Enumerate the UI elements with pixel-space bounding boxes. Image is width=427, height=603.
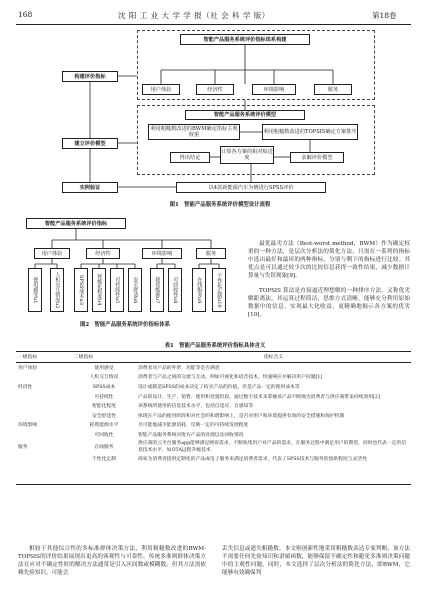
table-cell-meaning: 产品的设计、生产、销售、使用和处置阶段，通过数字技术来掌握该产品不断地为消费者与供应商带来持续效用[2]	[138, 394, 380, 400]
fig1-validation: 实例验证	[62, 182, 118, 193]
bottom-right-paragraph: 丢失信息或遗失粗糙数。本文则创新性地采用粗糙数表达专家判断，该方法不需要任何先验知识和隶属函数，能够保留不确定性和避免多准则决策问题中的主观性问题。同时，本文选择了层次分析法的简化方法，即BWM，它能够有效确保判	[222, 546, 410, 576]
table-cell-level2: 可持续性	[94, 394, 114, 400]
table-row	[16, 430, 411, 440]
fig2-group-3: 环境影响	[142, 248, 182, 259]
table-cell-meaning: 商家为消费者提供定制化的产品或电子服务来满足消费者需求，代表了SPSS技术与服务的创新程度与灵活性	[138, 456, 367, 462]
table-cell-meaning: 该系统所使用的信息技术水平，包括自适应、自感知等	[138, 404, 254, 410]
table-cell-meaning: 体现在产品的使用阶段和对社会的和谐影响上，是否对用户和环境提供有效的安全措施和保护机制	[138, 413, 345, 419]
table-row	[16, 420, 411, 430]
fig2-leaf-1: 使用感受u1	[28, 268, 42, 312]
fig2-group-4: 服务	[196, 248, 226, 259]
table-cell-level1	[16, 430, 72, 440]
journal-title: 沈 阳 工 业 大 学 学 报（社 会 科 学 版）	[118, 11, 270, 20]
table-row	[16, 391, 411, 401]
table-cell-level2: SPSS成本	[92, 385, 116, 391]
table-cell-level2: 安全舒适性	[92, 413, 116, 419]
fig1-connectors	[0, 0, 427, 210]
table-cell-level2: 耗资能源水平	[89, 423, 119, 429]
fig2-leaf-7: 耗资能源u7	[150, 268, 164, 312]
fig2-group-1: 用户体验	[34, 248, 70, 259]
table-cell-level2: 在线服务	[94, 444, 114, 450]
fig2-leaf-4: 智能化程度u4	[92, 268, 106, 312]
table-row	[16, 372, 411, 382]
page-number: 168	[18, 10, 33, 19]
fig2-leaf-3: SPSS成本u3	[74, 268, 88, 312]
indicator-table	[16, 352, 411, 463]
table-caption: 表1 智能产品服务系统评价指标具体含义	[164, 343, 266, 349]
right-paragraph-2: TOPSIS 算法是直接逼近理想解的一种排序方法，又称优劣解距离法，其运算过程简洁，思维方式清晰，能够充分利用原始数据中的信息，实现最大化收益，更精确地揭示各方案的优劣[10]。	[248, 288, 410, 318]
fig1-caption: 图1 智能产品服务系统评价模型设计流程	[169, 202, 271, 208]
table-cell-meaning: 供应商的云平台服务app能够满足顾客需求，不断收集用户对产品的需求，在服务过程中满足用户的期望，同时也代表一定的信息技术水平，如OTA远程升级技术	[138, 441, 407, 454]
fig1-indicator-2: 经济性	[196, 84, 234, 95]
fig1-indicator-1: 用户体验	[142, 84, 180, 95]
table-header-cell: 指标含义	[263, 355, 284, 361]
table-cell-meaning: 消费者与产品之间的交流与互动，例如可视化和语音技术，快速响应并解决用户问题[1]	[138, 375, 323, 381]
fig2-leaf-2: 人机交互情况u2	[50, 268, 64, 312]
fig1-topsis-box: 利用粗糙数改进的TOPSIS确定方案排序	[262, 124, 358, 140]
table-cell-meaning: 尽可能地减少能源消耗，反映一定的可持续发展程度	[138, 423, 249, 429]
fig1-conclusion-box: 得出结论	[170, 152, 210, 163]
fig1-example-box: 以4款新能源汽车为例进行SPSS评价	[176, 182, 326, 193]
fig1-indicator-3: 环境影响	[252, 84, 296, 95]
fig2-leaf-8: 可回收性u8	[168, 268, 182, 312]
table-cell-level1: 环境影响	[18, 423, 38, 429]
table-row	[16, 439, 411, 453]
table-cell-level1	[16, 401, 72, 411]
table-header-cell: 一级指标	[18, 355, 38, 361]
table-cell-level1: 经济性	[18, 385, 33, 391]
table-cell-level1: 用户体验	[18, 365, 38, 371]
fig1-build-model: 建立评价模型	[62, 138, 118, 149]
table-cell-level2: 个性化定制	[92, 456, 116, 462]
fig2-connectors	[0, 210, 240, 320]
table-cell-level1	[16, 391, 72, 401]
table-row	[16, 411, 411, 421]
fig2-group-2: 经济性	[86, 248, 120, 259]
fig2-leaf-5: 可持续性u5	[110, 268, 124, 312]
fig1-indicator-4: 服务	[314, 84, 352, 95]
table-cell-level2: 可回收性	[94, 433, 114, 439]
fig1-build-indicators: 构建评价指标	[62, 71, 118, 82]
table-cell-level1	[16, 411, 72, 421]
fig2-leaf-9: 在线服务u9	[192, 268, 206, 312]
table-row	[16, 453, 411, 463]
fig2-caption: 图2 智能产品服务系统评价指标体系	[79, 322, 170, 328]
table-cell-level1	[16, 453, 72, 463]
table-cell-level2: 使用感受	[94, 365, 114, 371]
fig1-top-title: 智能产品服务系统评价指标体系构建	[180, 34, 310, 45]
fig2-leaf-6: 安全舒适u6	[128, 268, 142, 312]
bottom-left-paragraph: 相较于其他综合性的多标准群体决策方法，利用粗糙数改进的BWM-TOPSIS的评价结果展现出更高的客观性与可靠性。传统多准则群体决策方法在应对不确定性时的解决方法通常是引入区间数或模糊数，但其方法需依赖先验知识，可能会	[18, 546, 206, 576]
table-bottom-rule	[16, 484, 411, 485]
table-cell-level1: 服务	[18, 444, 28, 450]
table-row	[16, 382, 411, 392]
right-paragraph-1: 最优最劣方法（Best-worst method，BWM）作为确定权重的一种方法，是层次分析法的简化方法，只需在一系列的指标中选出最好和最坏的两种指标，分别与剩下的指标进行比较。其优点是可以通过较少次的比较信息获得一致性结果，减少数据计算量与失误现象[9]。	[248, 241, 410, 279]
fig2-leaf-10: 个性化定制u10	[212, 268, 226, 312]
table-cell-meaning: 智能产品服务系统对废弃产品的处理以及回收情况	[138, 433, 244, 439]
fig1-solve-box: 求解评价模型	[290, 152, 344, 163]
fig1-bwm-box: 利用粗糙数改进的BWM确定指标主观权重	[148, 124, 240, 140]
table-cell-level2: 人机交互情况	[89, 375, 119, 381]
table-header-cell: 二级指标	[74, 355, 94, 361]
table-cell-level1	[16, 372, 72, 382]
fig2-root: 智能产品服务系统评价指标	[26, 218, 126, 229]
table-cell-level2: 智能化程度	[92, 404, 116, 410]
table-row	[16, 362, 411, 372]
fig1-closeness-box: 计算各方案的相对贴近度	[220, 146, 274, 164]
table-cell-meaning: 设计或制造SPSS的成本决定了构买产品的价值，但是产品一定的使用成本等	[138, 385, 300, 391]
table-cell-meaning: 消费者对产品的外形、功能等是否满意	[138, 365, 220, 371]
volume-label: 第18卷	[372, 11, 397, 20]
table-row	[16, 401, 411, 411]
fig1-model-title: 智能产品服务系统评价模型	[185, 110, 305, 120]
